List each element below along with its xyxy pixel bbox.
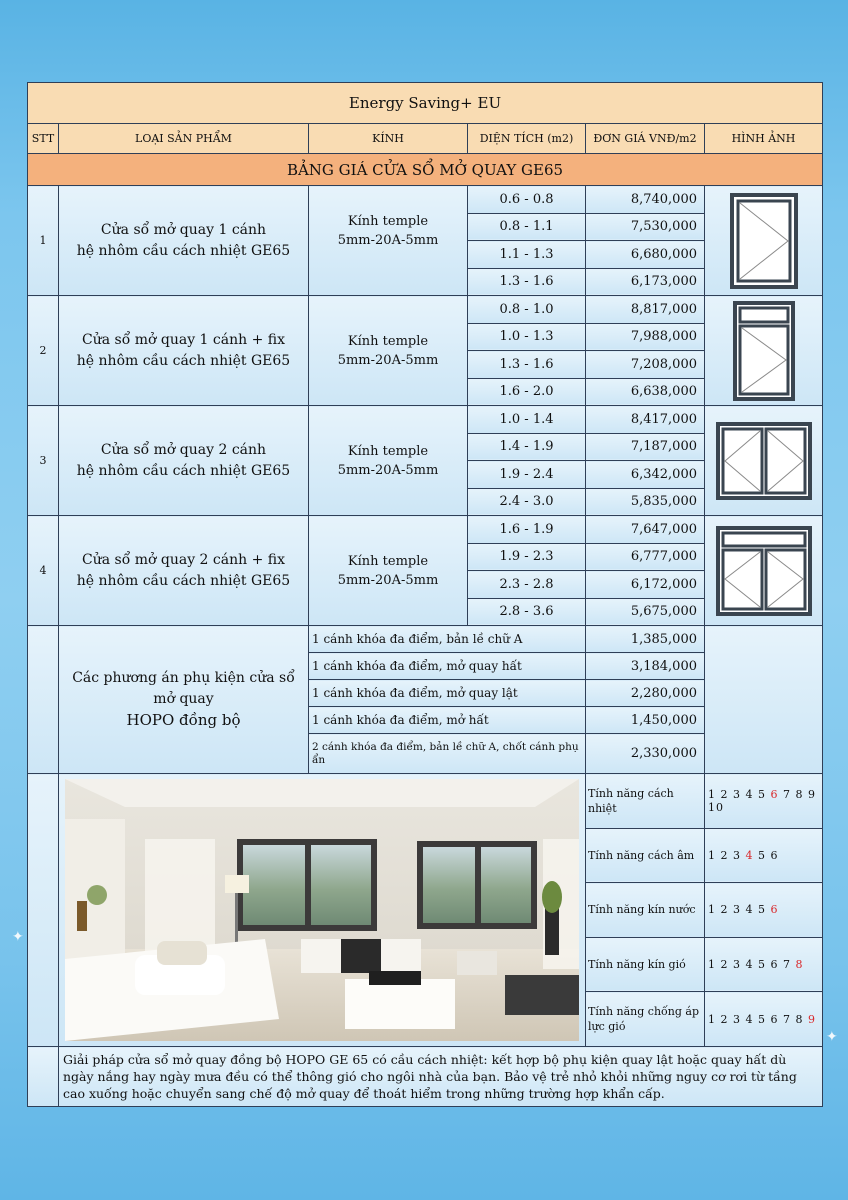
price-cell: 2,280,000 [586,680,705,707]
glass-line: 5mm-20A-5mm [337,352,439,368]
price-cell: 7,187,000 [586,433,705,461]
glass-line: Kính temple [347,333,429,349]
price-sheet [27,82,822,1118]
accessory-group-name [59,626,309,774]
stt-cell-empty [28,1047,59,1107]
table-row [28,296,823,324]
empty-image-cell [705,626,823,774]
stt-cell: 4 [28,516,59,626]
stt-cell: 1 [28,186,59,296]
product-name-line: hệ nhôm cầu cách nhiệt GE65 [76,572,291,589]
price-cell: 5,675,000 [586,598,705,626]
single-sash-window-icon [730,193,798,289]
price-cell: 2,330,000 [586,734,705,774]
rating-number: 9 [808,1012,816,1026]
double-sash-window-icon [716,422,812,500]
table-row [28,516,823,544]
product-name-line: Cửa sổ mở quay 1 cánh + fix [81,331,285,348]
rating-number: 3 [733,958,741,972]
accessory-name-line: Các phương án phụ kiện cửa sổ [72,669,295,686]
col-header-price: ĐƠN GIÁ VNĐ/m2 [586,124,705,154]
rating-number: 2 [720,787,729,801]
glass-line: 5mm-20A-5mm [337,233,439,248]
rating-number: 7 [783,1012,791,1026]
glass-line: Kính temple [347,553,429,569]
area-cell: 0.6 - 0.8 [468,186,586,214]
area-cell: 0.8 - 1.0 [468,296,586,324]
price-cell: 1,385,000 [586,626,705,653]
rating-number: 1 [708,787,716,801]
rating-number: 2 [720,848,729,862]
rating-number: 6 [770,787,779,801]
price-cell: 8,817,000 [586,296,705,324]
area-cell: 1.9 - 2.3 [468,543,586,571]
glass-spec [309,296,468,406]
window-image-cell [705,516,823,626]
area-cell: 0.8 - 1.1 [468,213,586,241]
feature-label: Tính năng kín gió [586,937,705,992]
rating-number: 4 [745,787,754,801]
price-cell: 8,740,000 [586,186,705,214]
feature-label: Tính năng chống áp lực gió [586,992,705,1047]
area-cell: 1.6 - 1.9 [468,516,586,544]
product-name [59,186,309,296]
rating-number: 8 [795,958,804,972]
window-image-cell [705,186,823,296]
rating-number: 6 [770,903,779,917]
area-cell: 1.3 - 1.6 [468,351,586,379]
area-cell: 1.3 - 1.6 [468,268,586,296]
accessory-option: 1 cánh khóa đa điểm, bản lề chữ A [309,626,586,653]
rating-number: 8 [795,787,804,801]
glass-spec [309,186,468,296]
area-cell: 1.9 - 2.4 [468,461,586,489]
stt-cell: 2 [28,296,59,406]
glass-line: Kính temple [347,443,429,459]
glass-spec [309,516,468,626]
product-name-line: Cửa sổ mở quay 2 cánh + fix [81,551,285,568]
window-image-cell [705,406,823,516]
area-cell: 2.8 - 3.6 [468,598,586,626]
section-title: BẢNG GIÁ CỬA SỔ MỞ QUAY GE65 [28,154,823,186]
rating-number: 1 [708,903,716,917]
rating-number: 8 [795,1012,804,1026]
rating-number: 5 [758,958,766,972]
price-cell: 6,342,000 [586,461,705,489]
rating-number: 3 [733,848,741,862]
table-title: Energy Saving+ EU [28,83,823,124]
area-cell: 1.0 - 1.3 [468,323,586,351]
rating-number: 6 [770,848,779,862]
price-cell: 3,184,000 [586,653,705,680]
table-row [28,406,823,434]
stt-cell: 3 [28,406,59,516]
price-cell: 7,647,000 [586,516,705,544]
col-header-image: HÌNH ẢNH [705,124,823,154]
glass-line: 5mm-20A-5mm [337,462,439,478]
area-cell: 1.1 - 1.3 [468,241,586,269]
product-name-line: Cửa sổ mở quay 2 cánh [100,441,267,458]
footer-description: Giải pháp cửa sổ mở quay đồng bộ HOPO GE 65 có cầu cách nhiệt: kết hợp bộ phụ kiện quay lật hoặc quay hất dù ngày nắng hay ngày mưa đều có thể thông gió cho ngôi nhà của bạn. Bảo vệ trẻ nhỏ khỏi những nguy cơ rơi từ tầng cao xuống hoặc chuyển sang chế độ mở quay để thoát hiểm trong những trường hợp khẩn cấp. [59,1047,823,1107]
table-row [28,186,823,214]
living-room-photo-svg [65,779,579,1041]
col-header-product: LOẠI SẢN PHẨM [59,124,309,154]
accessory-option: 2 cánh khóa đa điểm, bản lề chữ A, chốt cánh phụ ẩn [309,734,586,774]
product-name [59,406,309,516]
accessory-option: 1 cánh khóa đa điểm, mở quay hất [309,653,586,680]
living-room-photo [59,774,586,1047]
feature-scale [705,774,823,829]
price-cell: 8,417,000 [586,406,705,434]
sparkle-icon: ✦ [12,929,24,945]
price-cell: 7,530,000 [586,213,705,241]
product-name-line: hệ nhôm cầu cách nhiệt GE65 [76,242,291,259]
price-cell: 6,777,000 [586,543,705,571]
price-cell: 5,835,000 [586,488,705,516]
price-cell: 6,638,000 [586,378,705,406]
rating-number: 2 [720,903,729,917]
feature-label: Tính năng kín nước [586,883,705,938]
rating-number: 1 [708,1012,716,1026]
double-sash-fixed-window-icon [716,526,812,616]
rating-number: 6 [770,1012,779,1026]
stt-cell-empty [28,626,59,774]
rating-number: 5 [758,848,766,862]
price-cell: 6,172,000 [586,571,705,599]
rating-number: 2 [720,1012,729,1026]
price-cell: 7,988,000 [586,323,705,351]
accessory-name-line: mở quay [153,690,214,707]
rating-number: 5 [758,787,766,801]
area-cell: 2.4 - 3.0 [468,488,586,516]
feature-label: Tính năng cách nhiệt [586,774,705,829]
product-name [59,516,309,626]
rating-number: 4 [745,848,754,862]
single-sash-fixed-window-icon [733,301,795,401]
feature-scale [705,992,823,1047]
col-header-area: DIỆN TÍCH (m2) [468,124,586,154]
accessory-option: 1 cánh khóa đa điểm, mở quay lật [309,680,586,707]
sparkle-icon: ✦ [826,1029,838,1045]
feature-row [28,774,823,829]
table-row [28,626,823,653]
stt-cell-empty [28,774,59,1047]
feature-scale [705,828,823,883]
feature-scale [705,883,823,938]
rating-number: 2 [720,958,729,972]
price-cell: 6,680,000 [586,241,705,269]
feature-scale [705,937,823,992]
product-name [59,296,309,406]
rating-number: 3 [733,1012,741,1026]
accessory-option: 1 cánh khóa đa điểm, mở hất [309,707,586,734]
col-header-glass: KÍNH [309,124,468,154]
col-header-stt: STT [28,124,59,154]
rating-number: 1 [708,848,716,862]
area-cell: 1.0 - 1.4 [468,406,586,434]
rating-number: 4 [745,903,754,917]
accessory-name-line: HOPO đồng bộ [126,710,241,729]
area-cell: 2.3 - 2.8 [468,571,586,599]
rating-number: 10 [708,800,724,814]
price-cell: 6,173,000 [586,268,705,296]
price-cell: 1,450,000 [586,707,705,734]
rating-number: 3 [733,787,741,801]
glass-line: Kính temple [347,214,429,229]
rating-number: 7 [783,958,791,972]
rating-number: 7 [783,787,791,801]
feature-label: Tính năng cách âm [586,828,705,883]
product-name-line: hệ nhôm cầu cách nhiệt GE65 [76,462,291,479]
rating-number: 1 [708,958,716,972]
price-table [27,82,823,1107]
rating-number: 4 [745,958,754,972]
window-image-cell [705,296,823,406]
glass-line: 5mm-20A-5mm [337,572,439,588]
rating-number: 4 [745,1012,754,1026]
rating-number: 9 [808,787,816,801]
rating-number: 5 [758,1012,766,1026]
product-name-line: hệ nhôm cầu cách nhiệt GE65 [76,352,291,369]
rating-number: 3 [733,903,741,917]
area-cell: 1.6 - 2.0 [468,378,586,406]
price-cell: 7,208,000 [586,351,705,379]
rating-number: 6 [770,958,779,972]
area-cell: 1.4 - 1.9 [468,433,586,461]
product-name-line: Cửa sổ mở quay 1 cánh [100,221,267,238]
rating-number: 5 [758,903,766,917]
glass-spec [309,406,468,516]
